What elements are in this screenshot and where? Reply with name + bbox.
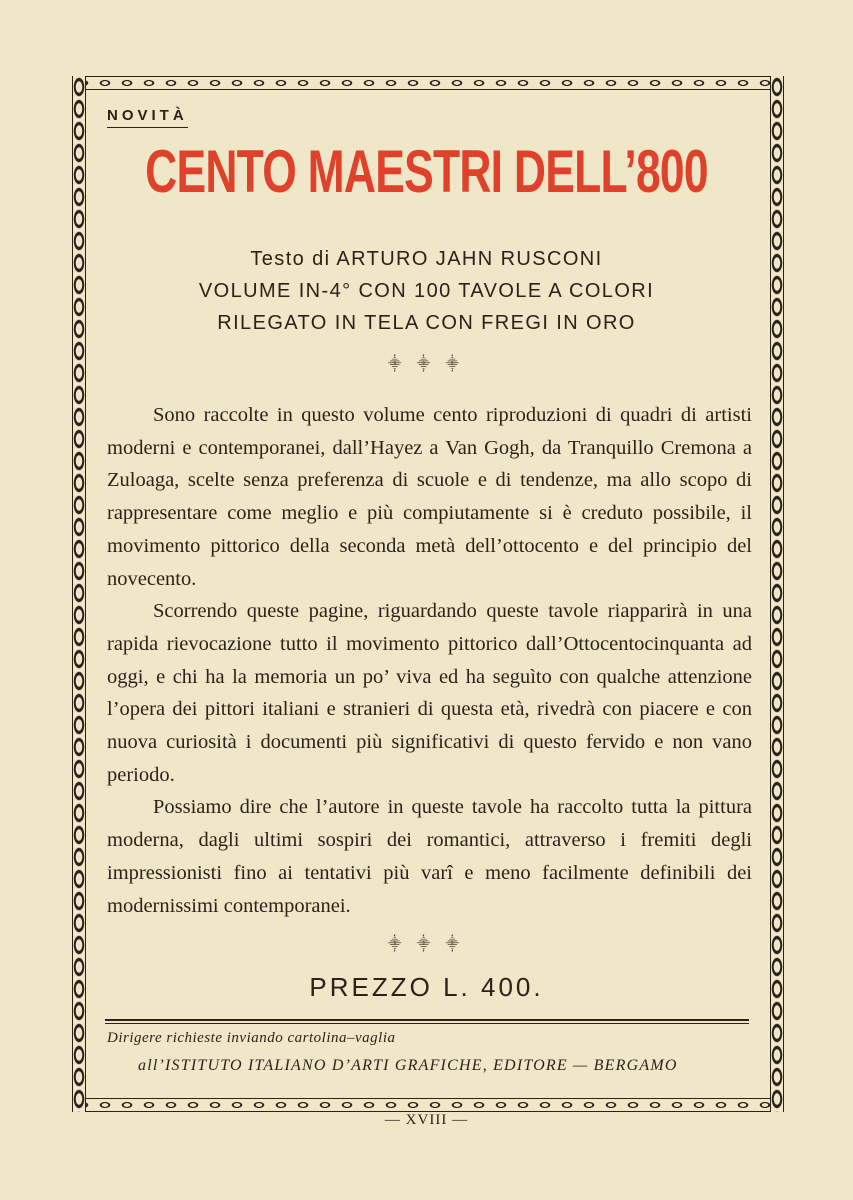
frame-border-bottom [72, 1098, 784, 1112]
frame-border-top [72, 76, 784, 90]
description-body [107, 399, 752, 922]
page-number: — XVIII — [384, 1112, 469, 1128]
book-title: CENTO MAESTRI DELL’800 [145, 138, 708, 205]
description-paragraph-2: Scorrendo queste pagine, riguardando queste tavole riapparirà in una rapida rievocazione tutto il movimento pittorico dall’Ottocentocinquanta ad oggi, e chi ha la memoria un po’ viva ed ha seguìto con qualche attenzione l’opera dei pittori italiani e stranieri di questa età, rivedrà con piacere e con nuova curiosità i documenti più significativi di questo fervido e non vano periodo. [107, 600, 752, 786]
volume-format-line: VOLUME IN-4° CON 100 TAVOLE A COLORI [198, 280, 655, 302]
double-rule-divider [105, 1019, 749, 1024]
binding-line: RILEGATO IN TELA CON FREGI IN ORO [217, 312, 636, 334]
novelty-label: NOVITÀ [107, 107, 188, 128]
frame-border-left [72, 76, 86, 1112]
frame-border-right [770, 76, 784, 1112]
author-line: Testo di ARTURO JAHN RUSCONI [250, 248, 603, 270]
order-instructions: Dirigere richieste inviando cartolina–vaglia [107, 1030, 396, 1046]
publisher-address: all’ISTITUTO ITALIANO D’ARTI GRAFICHE, EDITORE — BERGAMO [138, 1057, 678, 1074]
ornament-divider-top: ⸎ ⸎ ⸎ [387, 356, 466, 371]
ornament-divider-bottom: ⸎ ⸎ ⸎ [387, 936, 466, 951]
description-paragraph-3: Possiamo dire che l’autore in queste tavole ha raccolto tutta la pittura moderna, dagli ultimi sospiri dei romantici, attraverso i fremiti degli impressionisti fino ai tentativi più varî e meno facilmente definibili dei modernissimi contemporanei. [107, 796, 752, 917]
description-paragraph-1: Sono raccolte in questo volume cento riproduzioni di quadri di artisti moderni e contemporanei, dall’Hayez a Van Gogh, da Tranquillo Cremona a Zuloaga, scelte senza preferenza di scuole e di tendenze, ma allo scopo di rappresentare come meglio e più compiutamente si è creduto possibile, il movimento pittorico della seconda metà dell’ottocento e del principio del novecento. [107, 404, 752, 590]
price: PREZZO L. 400. [309, 972, 544, 1002]
